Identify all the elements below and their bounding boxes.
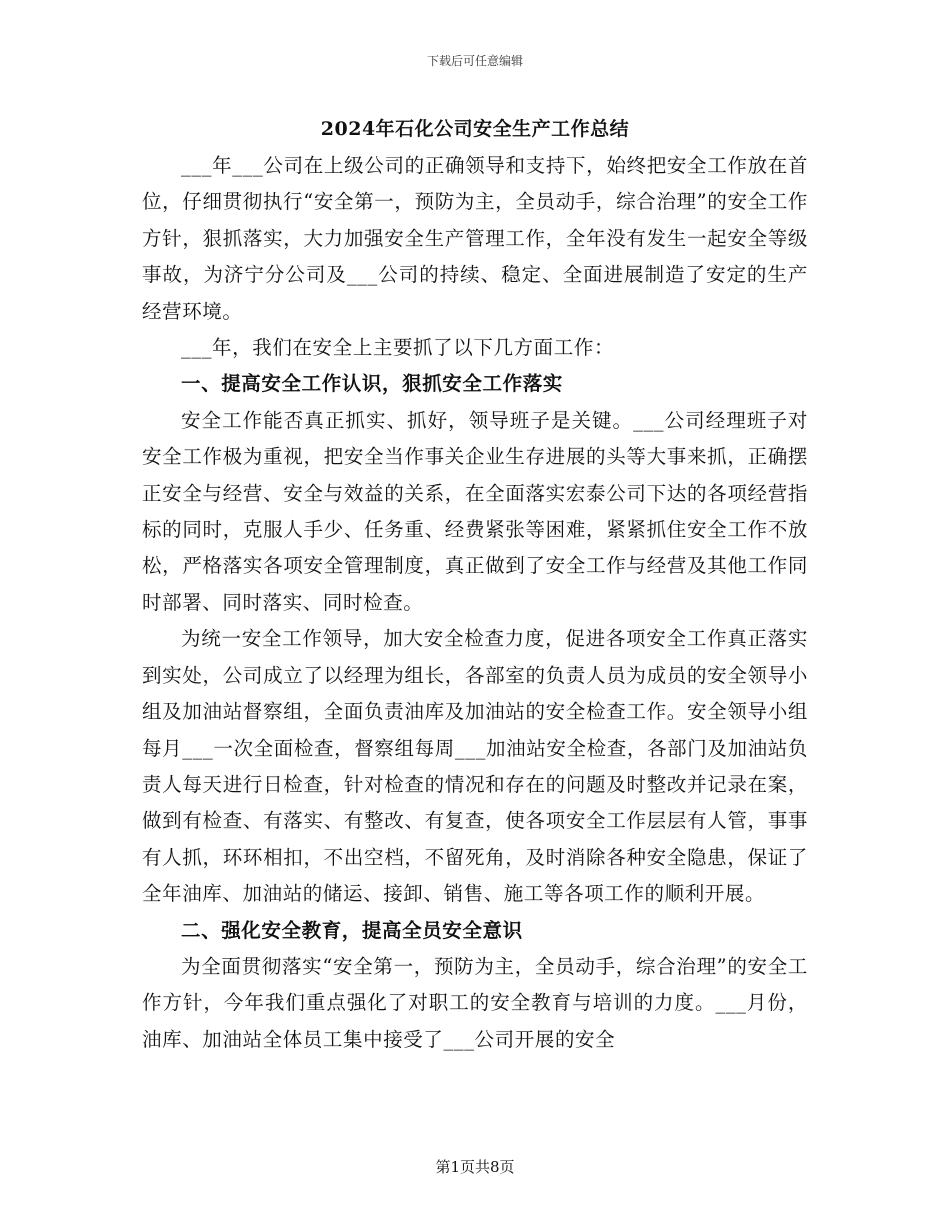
section-heading-2: 二、强化安全教育，提高全员安全意识: [181, 918, 523, 942]
section-heading-1: 一、提高安全工作认识，狠抓安全工作落实: [181, 372, 563, 396]
header-note: 下载后可任意编辑: [426, 54, 523, 68]
section-1-paragraph: 安全工作能否真正抓实、抓好，领导班子是关键。___公司经理班子对安全工作极为重视，把安全当作事关企业生存进展的头等大事来抓，正确摆正安全与经营、安全与效益的关系，在全面落实宏泰公司下达的各项经营指标的同时，克服人手少、任务重、经费紧张等困难，紧紧抓住安全工作不放松，严格落实各项安全管理制度，真正做到了安全工作与经营及其他工作同时部署、同时落实、同时检查。: [142, 408, 808, 614]
lead-paragraph: ___年，我们在安全上主要抓了以下几方面工作：: [181, 336, 615, 360]
section-1-paragraph: 为统一安全工作领导，加大安全检查力度，促进各项安全工作真正落实到实处，公司成立了以经理为组长，各部室的负责人员为成员的安全领导小组及加油站督察组，全面负责油库及加油站的安全检查工作。安全领导小组每月___一次全面检查，督察组每周___加油站安全检查，各部门及加油站负责人每天进行日检查，针对检查的情况和存在的问题及时整改并记录在案，做到有检查、有落实、有整改、有复查，使各项安全工作层层有人管，事事有人抓，环环相扣，不出空档，不留死角，及时消除各种安全隐患，保证了全年油库、加油站的储运、接卸、销售、施工等各项工作的顺利开展。: [142, 627, 808, 906]
intro-paragraph: ___年___公司在上级公司的正确领导和支持下，始终把安全工作放在首位，仔细贯彻执行“安全第一，预防为主，全员动手，综合治理”的安全工作方针，狠抓落实，大力加强安全生产管理工作，全年没有发生一起安全等级事故，为济宁分公司及___公司的持续、稳定、全面进展制造了安定的生产经营环境。: [142, 154, 808, 323]
document-body: [142, 112, 808, 1058]
document-title: 2024年石化公司安全生产工作总结: [320, 118, 630, 140]
page-number: 第1页共8页: [435, 1158, 515, 1176]
section-2-paragraph: 为全面贯彻落实“安全第一，预防为主，全员动手，综合治理”的安全工作方针，今年我们重点强化了对职工的安全教育与培训的力度。___月份，油库、加油站全体员工集中接受了___公司开展的安全: [142, 954, 808, 1051]
